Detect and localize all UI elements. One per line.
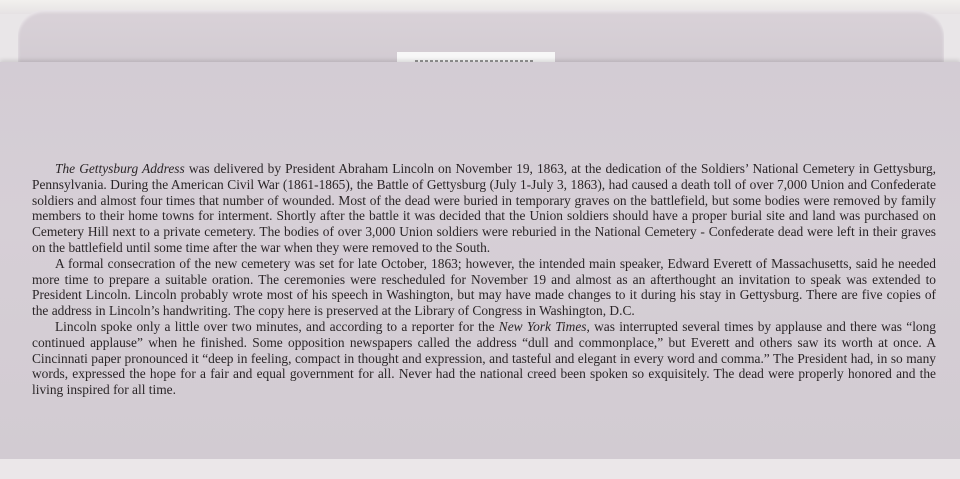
paragraph-3-text-a: Lincoln spoke only a little over two minutes, and according to a reporter for the [55,318,499,334]
paragraph-2-text: A formal consecration of the new cemetery was set for late October, 1863; however, the intended main speaker, Edward Everett of Massachusetts, said he needed more time to prepare a suitable oration. The ceremonies were rescheduled for November 19 and almost as an afterthought an invitation to speak was extended to President Lincoln. Lincoln probably wrote most of his speech in Washington, but may have made changes to it during his stay in Gettysburg. There are five copies of the address in Lincoln’s handwriting. The copy here is preserved at the Library of Congress in Washington, D.C. [32,255,936,319]
paragraph-1 [32,161,936,256]
paragraph-1-text: was delivered by President Abraham Lincoln on November 19, 1863, at the dedication of the Soldiers’ National Cemetery in Gettysburg, Pennsylvania. During the American Civil War (1861-1865), the Battle of Gettysburg (July 1-July 3, 1863), had caused a death toll of over 7,000 Union and Confederate soldiers and almost four times that number of wounded. Most of the dead were buried in temporary graves on the battlefield, but some bodies were removed by family members to their home towns for interment. Shortly after the battle it was decided that the Union soldiers should have a proper burial site and land was purchased on Cemetery Hill next to a private cemetery. The bodies of over 3,000 Union soldiers were reburied in the National Cemetery - Confederate dead were left in their graves on the battlefield until some time after the war when they were removed to the South. [32,161,937,255]
paragraph-3-text-b: , was interrupted several times by applause and there was “long continued applause” when he finished. Some opposition newspapers called the address “dull and commonplace,” but Everett and others saw its worth at once. A Cincinnati paper pronounced it “deep in feeling, compact in thought and expression, and tasteful and elegant in every word and comma.” The President had, in so many words, expressed the hope for a fair and equal government for all. Never had the national creed been spoken so exquisitely. The dead were properly honored and the living inspired for all time. [32,318,936,398]
paragraph-2 [32,256,936,319]
paragraph-3 [32,319,936,398]
description-text [32,161,936,398]
newspaper-name-italic: New York Times [498,318,587,334]
background-surface-bottom [0,459,960,479]
title-italic: The Gettysburg Address [55,161,185,176]
